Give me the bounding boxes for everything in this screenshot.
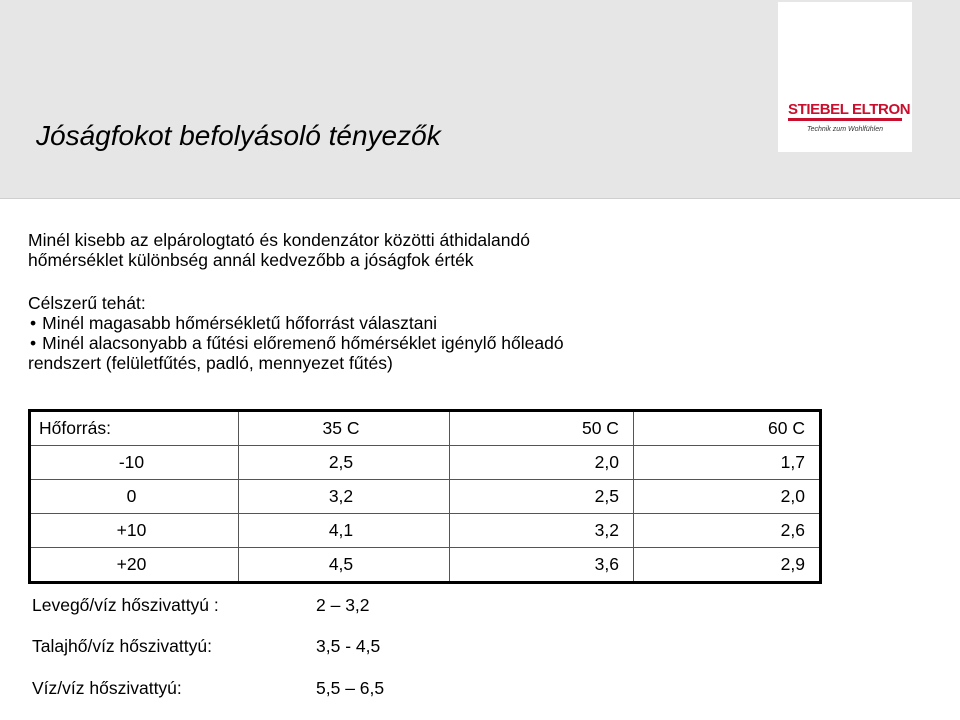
summary-value: 2 – 3,2: [316, 595, 370, 615]
bullet-item: • Minél alacsonyabb a fűtési előremenő hőmérséklet igénylő hőleadó: [30, 333, 564, 353]
table-header-row: [30, 411, 821, 446]
table-cell: 2,0: [450, 446, 634, 480]
bullet-continuation: rendszert (felületfűtés, padló, mennyezet fűtés): [28, 353, 393, 373]
summary-value: 3,5 - 4,5: [316, 636, 381, 656]
logo-tagline: Technik zum Wohlfühlen: [806, 126, 883, 133]
logo-wordmark: STIEBEL ELTRON: [788, 101, 902, 121]
bullet-dot-icon: •: [30, 313, 37, 333]
table-cell: 2,0: [633, 480, 820, 514]
cop-table: [28, 409, 822, 584]
summary-value: 5,5 – 6,5: [316, 678, 385, 698]
header-60c: 60 C: [633, 411, 820, 446]
recommendations-heading: Célszerű tehát:: [28, 293, 146, 313]
summary-label: Víz/víz hőszivattyú:: [32, 678, 182, 698]
recommendations: [28, 293, 748, 373]
table-row: [30, 548, 821, 583]
table-cell: 4,1: [239, 514, 450, 548]
slide-title: Jóságfokot befolyásoló tényezők: [36, 120, 441, 151]
summary-label: Levegő/víz hőszivattyú :: [32, 595, 219, 615]
header-50c: 50 C: [450, 411, 634, 446]
table-cell: +20: [30, 548, 239, 583]
table-cell: 2,6: [633, 514, 820, 548]
brand-logo: [778, 2, 912, 152]
bullet-dot-icon: •: [30, 333, 37, 353]
table-cell: 3,6: [450, 548, 634, 583]
header-source: Hőforrás:: [30, 411, 239, 446]
table-cell: 4,5: [239, 548, 450, 583]
table-cell: -10: [30, 446, 239, 480]
header-35c: 35 C: [239, 411, 450, 446]
summary-label: Talajhő/víz hőszivattyú:: [32, 636, 212, 656]
table-row: [30, 480, 821, 514]
table-cell: 3,2: [450, 514, 634, 548]
intro-line: hőmérséklet különbség annál kedvezőbb a jóságfok érték: [28, 250, 474, 270]
table-cell: 0: [30, 480, 239, 514]
intro-line: Minél kisebb az elpárologtató és kondenzátor közötti áthidalandó: [28, 230, 530, 250]
table-cell: +10: [30, 514, 239, 548]
bullet-item: • Minél magasabb hőmérsékletű hőforrást választani: [30, 313, 438, 333]
intro-paragraph: [28, 230, 728, 270]
table-cell: 2,5: [450, 480, 634, 514]
table-cell: 2,9: [633, 548, 820, 583]
table-row: [30, 514, 821, 548]
table-cell: 2,5: [239, 446, 450, 480]
table-cell: 3,2: [239, 480, 450, 514]
table-cell: 1,7: [633, 446, 820, 480]
table-row: [30, 446, 821, 480]
